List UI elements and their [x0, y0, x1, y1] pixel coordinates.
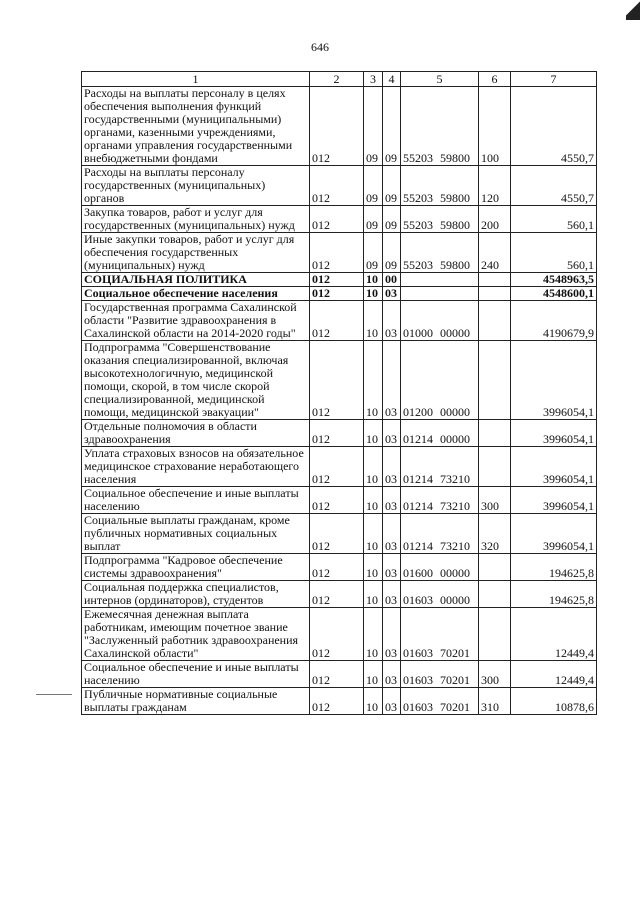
- table-row: [82, 87, 597, 166]
- ministry-code-cell: 012: [310, 554, 364, 581]
- ministry-code-cell: 012: [310, 206, 364, 233]
- expense-type-cell: 200: [479, 206, 511, 233]
- amount-cell: 3996054,1: [511, 447, 597, 487]
- description-cell: Подпрограмма "Совершенствование оказания специализированной, включая высокотехнологичную, медицинской помощи, скорой, в том числе скорой специализированной, медицинской помощи, медицинской эвакуации": [82, 341, 310, 420]
- description-cell: Социальное обеспечение и иные выплаты населению: [82, 661, 310, 688]
- subsection-cell: 03: [383, 447, 401, 487]
- ministry-code-cell: 012: [310, 688, 364, 715]
- subsection-cell: 03: [383, 301, 401, 341]
- expense-type-cell: 310: [479, 688, 511, 715]
- section-cell: 09: [364, 87, 383, 166]
- ministry-code-cell: 012: [310, 447, 364, 487]
- header-col-2: 2: [310, 72, 364, 87]
- expense-type-cell: [479, 287, 511, 301]
- amount-cell: 10878,6: [511, 688, 597, 715]
- amount-cell: 3996054,1: [511, 341, 597, 420]
- subsection-cell: 09: [383, 166, 401, 206]
- amount-cell: 194625,8: [511, 581, 597, 608]
- ministry-code-cell: 012: [310, 233, 364, 273]
- target-article-cell: 01214 73210: [401, 514, 479, 554]
- target-article-cell: 01214 73210: [401, 447, 479, 487]
- target-article-cell: 01603 70201: [401, 661, 479, 688]
- expense-type-cell: 120: [479, 166, 511, 206]
- section-cell: 10: [364, 514, 383, 554]
- description-cell: Социальное обеспечение населения: [82, 287, 310, 301]
- header-col-7: 7: [511, 72, 597, 87]
- subsection-cell: 03: [383, 420, 401, 447]
- table-row: [82, 514, 597, 554]
- description-cell: Расходы на выплаты персоналу в целях обеспечения выполнения функций государственными (муниципальными) органами, казенными учреждениями, органами управления государственными внебюджетными фондами: [82, 87, 310, 166]
- description-cell: Государственная программа Сахалинской области "Развитие здравоохранения в Сахалинской области на 2014-2020 годы": [82, 301, 310, 341]
- ministry-code-cell: 012: [310, 581, 364, 608]
- table-row: [82, 301, 597, 341]
- description-cell: Ежемесячная денежная выплата работникам, имеющим почетное звание "Заслуженный работник здравоохранения Сахалинской области": [82, 608, 310, 661]
- subsection-cell: 03: [383, 554, 401, 581]
- ministry-code-cell: 012: [310, 341, 364, 420]
- subsection-cell: 09: [383, 233, 401, 273]
- subsection-cell: 03: [383, 688, 401, 715]
- section-cell: 10: [364, 608, 383, 661]
- table-row: [82, 166, 597, 206]
- section-cell: 10: [364, 420, 383, 447]
- description-cell: Подпрограмма "Кадровое обеспечение системы здравоохранения": [82, 554, 310, 581]
- amount-cell: 4548963,5: [511, 273, 597, 287]
- section-cell: 10: [364, 341, 383, 420]
- ministry-code-cell: 012: [310, 487, 364, 514]
- section-cell: 10: [364, 447, 383, 487]
- amount-cell: 4548600,1: [511, 287, 597, 301]
- description-cell: Публичные нормативные социальные выплаты гражданам: [82, 688, 310, 715]
- table-row: [82, 608, 597, 661]
- expense-type-cell: [479, 608, 511, 661]
- target-article-cell: [401, 273, 479, 287]
- header-col-6: 6: [479, 72, 511, 87]
- expense-type-cell: [479, 273, 511, 287]
- section-cell: 10: [364, 273, 383, 287]
- page-number: 646: [311, 40, 329, 54]
- table-row: [82, 233, 597, 273]
- description-cell: Иные закупки товаров, работ и услуг для обеспечения государственных (муниципальных) нужд: [82, 233, 310, 273]
- section-cell: 09: [364, 206, 383, 233]
- expense-type-cell: [479, 301, 511, 341]
- header-col-5: 5: [401, 72, 479, 87]
- section-cell: 10: [364, 688, 383, 715]
- ministry-code-cell: 012: [310, 87, 364, 166]
- section-cell: 10: [364, 581, 383, 608]
- table-header-row: [82, 72, 597, 87]
- ministry-code-cell: 012: [310, 287, 364, 301]
- subsection-cell: 09: [383, 206, 401, 233]
- expense-type-cell: 320: [479, 514, 511, 554]
- ministry-code-cell: 012: [310, 166, 364, 206]
- ministry-code-cell: 012: [310, 608, 364, 661]
- description-cell: Уплата страховых взносов на обязательное медицинское страхование неработающего населения: [82, 447, 310, 487]
- expense-type-cell: [479, 420, 511, 447]
- description-cell: Расходы на выплаты персоналу государственных (муниципальных) органов: [82, 166, 310, 206]
- table-row: [82, 554, 597, 581]
- expense-type-cell: [479, 447, 511, 487]
- section-cell: 10: [364, 661, 383, 688]
- target-article-cell: 01000 00000: [401, 301, 479, 341]
- table-row: [82, 206, 597, 233]
- table-row: [82, 661, 597, 688]
- table-row: [82, 341, 597, 420]
- scan-smudge: [36, 694, 72, 695]
- target-article-cell: 01200 00000: [401, 341, 479, 420]
- amount-cell: 3996054,1: [511, 514, 597, 554]
- target-article-cell: 55203 59800: [401, 206, 479, 233]
- budget-table: [81, 71, 597, 715]
- target-article-cell: 01214 00000: [401, 420, 479, 447]
- section-cell: 10: [364, 287, 383, 301]
- amount-cell: 12449,4: [511, 661, 597, 688]
- table-body: [82, 87, 597, 715]
- description-cell: Отдельные полномочия в области здравоохранения: [82, 420, 310, 447]
- amount-cell: 4190679,9: [511, 301, 597, 341]
- section-cell: 09: [364, 233, 383, 273]
- target-article-cell: 01603 00000: [401, 581, 479, 608]
- section-cell: 10: [364, 301, 383, 341]
- expense-type-cell: 100: [479, 87, 511, 166]
- page-corner-mark: [626, 0, 640, 20]
- target-article-cell: 01214 73210: [401, 487, 479, 514]
- subsection-cell: 03: [383, 487, 401, 514]
- ministry-code-cell: 012: [310, 661, 364, 688]
- subsection-cell: 00: [383, 273, 401, 287]
- subsection-cell: 03: [383, 514, 401, 554]
- expense-type-cell: [479, 581, 511, 608]
- amount-cell: 4550,7: [511, 166, 597, 206]
- table-row: [82, 581, 597, 608]
- section-cell: 10: [364, 487, 383, 514]
- section-cell: 10: [364, 554, 383, 581]
- amount-cell: 194625,8: [511, 554, 597, 581]
- subsection-cell: 03: [383, 581, 401, 608]
- description-cell: Социальные выплаты гражданам, кроме публичных нормативных социальных выплат: [82, 514, 310, 554]
- subsection-cell: 09: [383, 87, 401, 166]
- amount-cell: 12449,4: [511, 608, 597, 661]
- table-row: [82, 447, 597, 487]
- description-cell: Социальное обеспечение и иные выплаты населению: [82, 487, 310, 514]
- expense-type-cell: 240: [479, 233, 511, 273]
- target-article-cell: [401, 287, 479, 301]
- expense-type-cell: [479, 341, 511, 420]
- table-row: [82, 688, 597, 715]
- subsection-cell: 03: [383, 661, 401, 688]
- header-col-4: 4: [383, 72, 401, 87]
- description-cell: Закупка товаров, работ и услуг для государственных (муниципальных) нужд: [82, 206, 310, 233]
- section-cell: 09: [364, 166, 383, 206]
- header-col-3: 3: [364, 72, 383, 87]
- ministry-code-cell: 012: [310, 301, 364, 341]
- target-article-cell: 01600 00000: [401, 554, 479, 581]
- ministry-code-cell: 012: [310, 420, 364, 447]
- header-col-1: 1: [82, 72, 310, 87]
- target-article-cell: 01603 70201: [401, 688, 479, 715]
- table-row: [82, 487, 597, 514]
- ministry-code-cell: 012: [310, 514, 364, 554]
- expense-type-cell: 300: [479, 487, 511, 514]
- description-cell: СОЦИАЛЬНАЯ ПОЛИТИКА: [82, 273, 310, 287]
- expense-type-cell: 300: [479, 661, 511, 688]
- amount-cell: 560,1: [511, 233, 597, 273]
- expense-type-cell: [479, 554, 511, 581]
- table-row: [82, 420, 597, 447]
- ministry-code-cell: 012: [310, 273, 364, 287]
- amount-cell: 3996054,1: [511, 487, 597, 514]
- subsection-cell: 03: [383, 287, 401, 301]
- target-article-cell: 55203 59800: [401, 233, 479, 273]
- table-row: [82, 287, 597, 301]
- subsection-cell: 03: [383, 341, 401, 420]
- amount-cell: 3996054,1: [511, 420, 597, 447]
- amount-cell: 560,1: [511, 206, 597, 233]
- target-article-cell: 55203 59800: [401, 87, 479, 166]
- target-article-cell: 55203 59800: [401, 166, 479, 206]
- table-row: [82, 273, 597, 287]
- target-article-cell: 01603 70201: [401, 608, 479, 661]
- amount-cell: 4550,7: [511, 87, 597, 166]
- subsection-cell: 03: [383, 608, 401, 661]
- description-cell: Социальная поддержка специалистов, интернов (ординаторов), студентов: [82, 581, 310, 608]
